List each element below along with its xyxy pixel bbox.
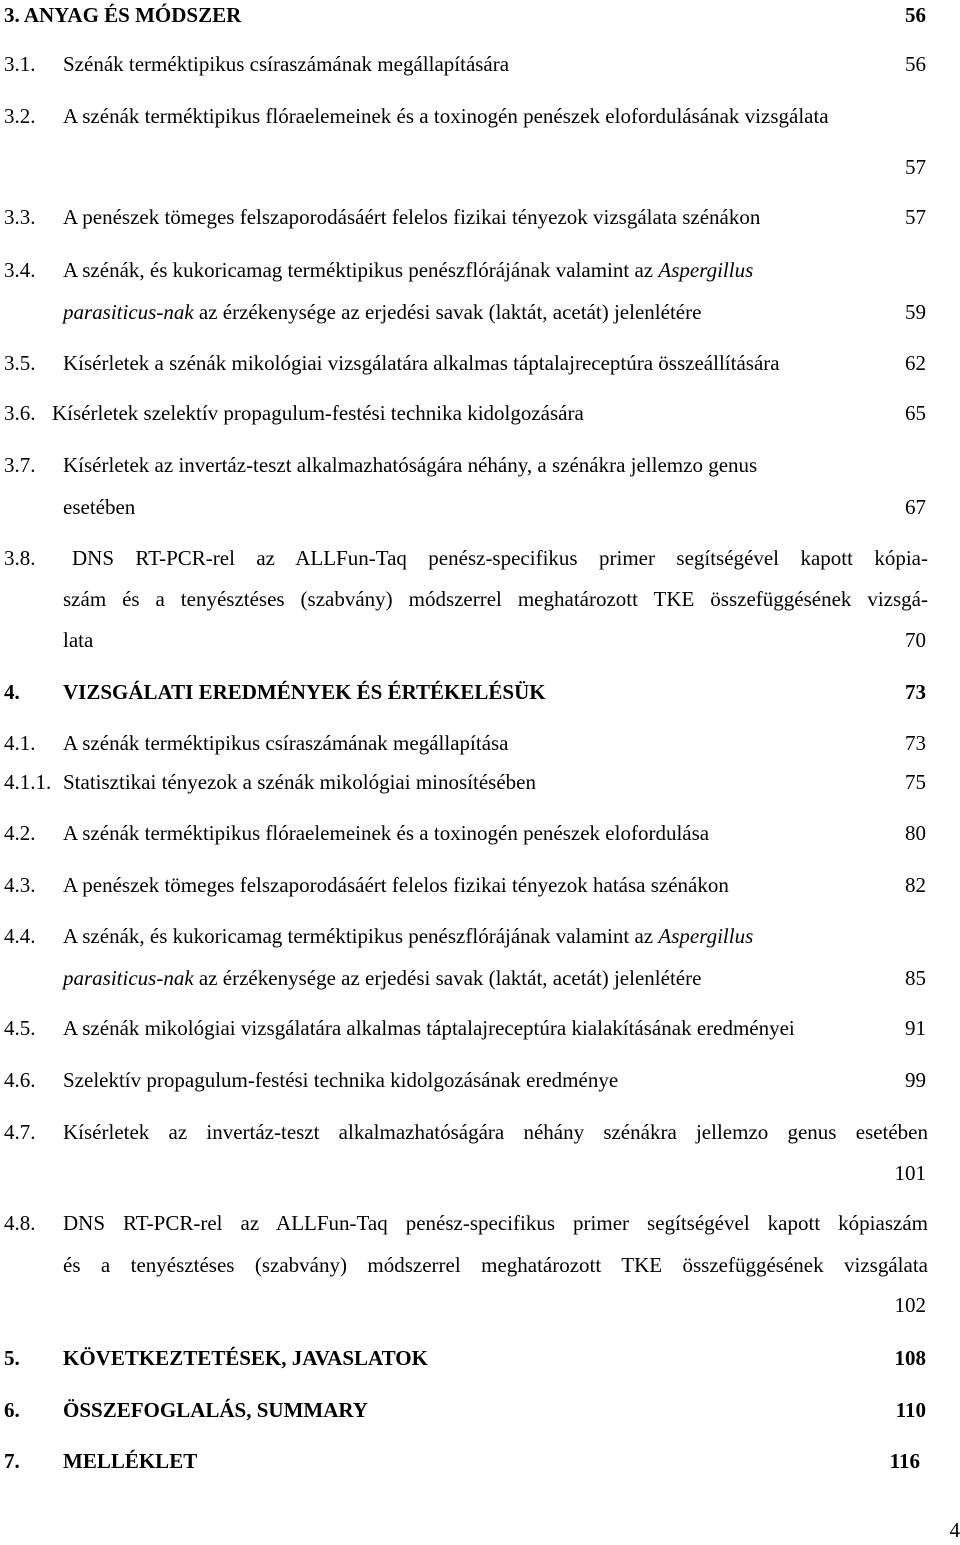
toc-number: 4.2. <box>4 821 36 845</box>
toc-entry-4-1-1 <box>0 767 960 797</box>
toc-title: A szénák terméktipikus flóraelemeinek és a toxinogén penészek elofordulása <box>63 821 710 845</box>
toc-title: Kísérletek a szénák mikológiai vizsgálatára alkalmas táptalajreceptúra összeállítására <box>63 351 780 375</box>
toc-page: 67 <box>905 495 926 519</box>
toc-entry-5 <box>0 1343 960 1373</box>
toc-page: 59 <box>905 300 926 324</box>
toc-title-line2: és a tenyésztéses (szabvány) módszerrel meghatározott TKE összefüggésének vizsgálata <box>63 1253 928 1277</box>
toc-entry-3-1 <box>0 49 960 79</box>
toc-title: Kísérletek az invertáz-teszt alkalmazhatóságára néhány szénákra jellemzo genus esetében <box>63 1120 928 1144</box>
toc-page: 101 <box>894 1161 926 1185</box>
toc-page: 91 <box>905 1016 926 1040</box>
toc-entry-4-8-cont <box>0 1250 960 1280</box>
toc-number: 3.2. <box>4 104 36 128</box>
toc-number: 4.3. <box>4 873 36 897</box>
toc-entry-3-7-cont <box>0 492 960 522</box>
toc-title-line1 <box>63 921 753 951</box>
toc-page: 65 <box>905 401 926 425</box>
toc-page: 57 <box>905 205 926 229</box>
toc-title: A szénák terméktipikus csíraszámának megállapítása <box>63 731 509 755</box>
toc-entry-4-4 <box>0 921 960 951</box>
toc-page: 70 <box>905 628 926 652</box>
toc-title: A szénák terméktipikus flóraelemeinek és a toxinogén penészek elofordulásának vizsgálata <box>63 104 829 128</box>
toc-title-line2: szám és a tenyésztéses (szabvány) módszerrel meghatározott TKE összefüggésének vizsgá- <box>63 587 928 611</box>
toc-page: 75 <box>905 770 926 794</box>
toc-page: 82 <box>905 873 926 897</box>
toc-title-part: A szénák, és kukoricamag terméktipikus penészflórájának valamint az <box>63 924 659 948</box>
toc-title-italic: parasiticus-nak <box>63 300 194 324</box>
toc-title-part: az érzékenysége az erjedési savak (laktát, acetát) jelenlétére <box>193 966 702 990</box>
toc-number: 3.7. <box>4 453 36 477</box>
toc-entry-3-8-cont2 <box>0 625 960 655</box>
toc-page: 85 <box>905 966 926 990</box>
toc-title-italic: Aspergillus <box>658 924 754 948</box>
toc-entry-4-3 <box>0 870 960 900</box>
toc-number: 4.5. <box>4 1016 36 1040</box>
toc-number: 3.8. <box>4 546 36 570</box>
toc-title-italic: parasiticus-nak <box>63 966 194 990</box>
toc-title-line2: esetében <box>63 495 136 519</box>
toc-title: A penészek tömeges felszaporodásáért felelos fizikai tényezok vizsgálata szénákon <box>63 205 761 229</box>
toc-number: 4.4. <box>4 924 36 948</box>
toc-page: 62 <box>905 351 926 375</box>
toc-page: 102 <box>894 1293 926 1317</box>
toc-number: 4.6. <box>4 1068 36 1092</box>
toc-number: 5. <box>4 1346 20 1370</box>
toc-title: A penészek tömeges felszaporodásáért felelos fizikai tényezok hatása szénákon <box>63 873 729 897</box>
toc-entry-3-4-cont <box>0 297 960 327</box>
toc-entry-4-1 <box>0 728 960 758</box>
toc-number: 3.5. <box>4 351 36 375</box>
toc-entry-3-7 <box>0 450 960 480</box>
page-number: 4 <box>949 1518 960 1542</box>
toc-title-line1: DNS RT-PCR-rel az ALLFun-Taq penész-specifikus primer segítségével kapott kópia- <box>72 546 928 570</box>
toc-entry-7 <box>0 1446 960 1476</box>
toc-number: 3.1. <box>4 52 36 76</box>
toc-page: 73 <box>905 731 926 755</box>
toc-title: Szelektív propagulum-festési technika kidolgozásának eredménye <box>63 1068 619 1092</box>
toc-entry-3-6 <box>0 398 960 428</box>
toc-number: 3.6. <box>4 401 36 425</box>
toc-title: ÖSSZEFOGLALÁS, SUMMARY <box>63 1398 368 1422</box>
toc-number: 4.7. <box>4 1120 36 1144</box>
toc-page: 80 <box>905 821 926 845</box>
toc-page: 73 <box>905 680 926 704</box>
toc-page: 56 <box>905 52 926 76</box>
toc-page: 99 <box>905 1068 926 1092</box>
toc-entry-4-2 <box>0 818 960 848</box>
toc-title: KÖVETKEZTETÉSEK, JAVASLATOK <box>63 1346 428 1370</box>
toc-page: 56 <box>905 3 926 27</box>
toc-number: 7. <box>4 1449 20 1473</box>
toc-title-line1: DNS RT-PCR-rel az ALLFun-Taq penész-specifikus primer segítségével kapott kópiaszám <box>63 1211 928 1235</box>
toc-title-line1 <box>63 255 753 285</box>
toc-entry-4-7-page <box>0 1158 960 1188</box>
toc-page: 116 <box>889 1449 920 1473</box>
toc-number: 4.1.1. <box>4 770 52 794</box>
toc-title: Szénák terméktipikus csíraszámának megállapítására <box>63 52 510 76</box>
toc-entry-4-8 <box>0 1208 960 1238</box>
toc-entry-3-8 <box>0 543 960 573</box>
toc-page: 57 <box>905 155 926 179</box>
toc-number: 4.1. <box>4 731 36 755</box>
toc-title-line3: lata <box>63 628 94 652</box>
toc-number: 4. <box>4 680 20 704</box>
toc-entry-4-7 <box>0 1117 960 1147</box>
toc-title: Kísérletek szelektív propagulum-festési technika kidolgozására <box>52 401 584 425</box>
toc-entry-3-3 <box>0 202 960 232</box>
toc-entry-6 <box>0 1395 960 1425</box>
toc-entry-4-6 <box>0 1065 960 1095</box>
toc-entry-4-5 <box>0 1013 960 1043</box>
toc-title: VIZSGÁLATI EREDMÉNYEK ÉS ÉRTÉKELÉSÜK <box>63 680 546 704</box>
toc-number: 4.8. <box>4 1211 36 1235</box>
toc-entry-3-5 <box>0 348 960 378</box>
toc-number: 3.3. <box>4 205 36 229</box>
toc-entry-3-2-page <box>0 152 960 182</box>
toc-title: A szénák mikológiai vizsgálatára alkalmas táptalajreceptúra kialakításának eredményei <box>63 1016 795 1040</box>
toc-entry-4-4-cont <box>0 963 960 993</box>
toc-entry-3 <box>0 0 960 30</box>
toc-number: 6. <box>4 1398 20 1422</box>
toc-entry-3-4 <box>0 255 960 285</box>
toc-title: Statisztikai tényezok a szénák mikológiai minosítésében <box>63 770 536 794</box>
toc-heading: 3. ANYAG ÉS MÓDSZER <box>4 3 242 27</box>
toc-title-line2 <box>63 963 701 993</box>
toc-number: 3.4. <box>4 258 36 282</box>
toc-title-line1: Kísérletek az invertáz-teszt alkalmazhatóságára néhány, a szénákra jellemzo genus <box>63 453 758 477</box>
toc-entry-4-8-page <box>0 1290 960 1320</box>
toc-entry-3-2 <box>0 101 960 131</box>
toc-title-line2 <box>63 297 701 327</box>
toc-title: MELLÉKLET <box>63 1449 198 1473</box>
toc-title-italic: Aspergillus <box>658 258 754 282</box>
toc-page: 108 <box>894 1346 926 1370</box>
toc-title-part: A szénák, és kukoricamag terméktipikus penészflórájának valamint az <box>63 258 659 282</box>
toc-title-part: az érzékenysége az erjedési savak (laktát, acetát) jelenlétére <box>193 300 702 324</box>
toc-page: 110 <box>895 1398 926 1422</box>
toc-entry-3-8-cont1 <box>0 584 960 614</box>
toc-entry-4 <box>0 677 960 707</box>
